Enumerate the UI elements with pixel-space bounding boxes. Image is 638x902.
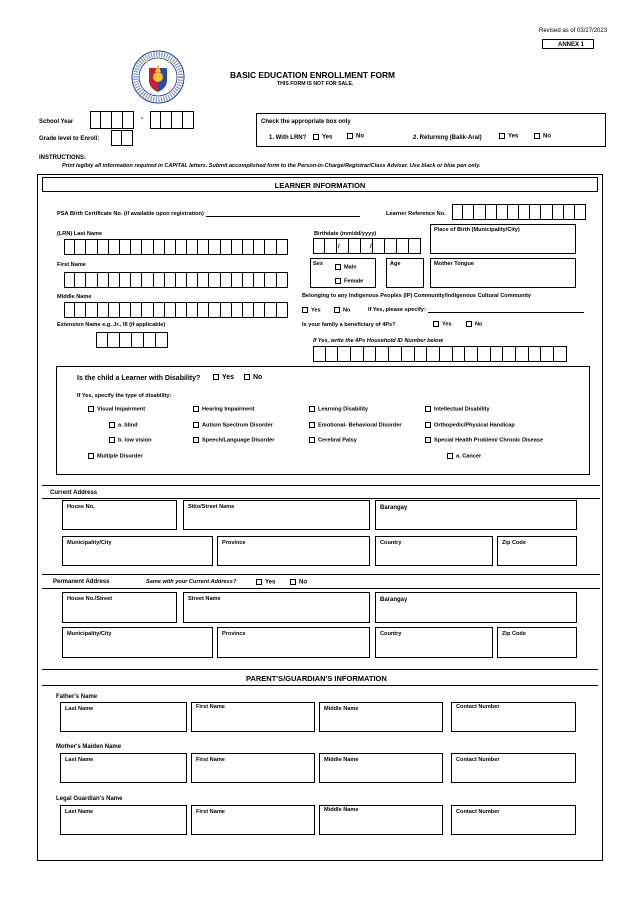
checkbox-icon — [425, 437, 431, 443]
field-label: Last Name — [65, 757, 94, 763]
age-label: Age — [390, 261, 401, 267]
emotional-behavioral-option[interactable] — [309, 422, 402, 429]
checkbox-icon — [447, 453, 453, 459]
extension-boxes[interactable] — [96, 332, 168, 348]
permanent-municipality-field[interactable] — [62, 627, 213, 658]
checkbox-icon — [335, 278, 341, 284]
intellectual-disability-option[interactable] — [425, 406, 490, 413]
field-label: Province — [222, 631, 246, 637]
yes-label: Yes — [442, 321, 452, 328]
no-label: No — [299, 579, 307, 586]
guardian-middle-name-field[interactable] — [319, 805, 443, 835]
permanent-province-field[interactable] — [217, 627, 370, 658]
checkbox-icon — [425, 422, 431, 428]
father-middle-name-field[interactable] — [319, 702, 443, 732]
special-health-option[interactable] — [425, 437, 543, 444]
checkbox-icon — [334, 307, 340, 313]
field-label: Last Name — [65, 809, 94, 815]
field-label: Zip Code — [502, 540, 526, 546]
checkbox-icon — [313, 134, 319, 140]
field-label: Contact Number — [456, 704, 500, 710]
permanent-zip-field[interactable] — [497, 627, 577, 658]
orthopedic-option[interactable] — [425, 422, 515, 429]
extension-label: Extension Name e.g. Jr., III (if applicable) — [57, 322, 166, 328]
revision-date: Revised as of 03/27/2023 — [539, 28, 608, 34]
current-municipality-field[interactable] — [62, 536, 213, 566]
option-label: Learning Disability — [318, 406, 369, 413]
school-year-label: School Year — [39, 119, 74, 125]
birthdate-slash-2: / — [370, 244, 372, 250]
permanent-address-title: Permanent Address — [53, 579, 110, 585]
field-label: Contact Number — [456, 809, 500, 815]
permanent-street-field[interactable] — [183, 592, 370, 623]
multiple-disorder-option[interactable] — [88, 453, 143, 460]
checkbox-icon — [193, 437, 199, 443]
checkbox-icon — [256, 579, 262, 585]
ip-specify-input[interactable] — [428, 312, 584, 313]
mother-tongue-field[interactable] — [430, 258, 576, 288]
lrn-boxes[interactable] — [452, 204, 586, 220]
ip-question: Belonging to any Indigenous Peoples (IP) Community/Indigenous Cultural Community — [302, 293, 532, 299]
no-label: No — [543, 133, 551, 140]
sex-field — [310, 258, 376, 288]
field-label: Barangay — [380, 505, 408, 511]
first-name-boxes[interactable] — [64, 272, 288, 288]
yes-label: Yes — [265, 579, 276, 586]
mother-tongue-label: Mother Tongue — [434, 261, 474, 267]
age-field[interactable] — [386, 258, 424, 288]
checkbox-icon — [425, 406, 431, 412]
father-last-name-field[interactable] — [60, 702, 187, 732]
field-label: Municipality/City — [67, 540, 112, 546]
field-label: Country — [380, 631, 402, 637]
guardian-contact-field[interactable] — [451, 805, 576, 835]
field-label: Barangay — [380, 597, 408, 603]
no-label: No — [356, 133, 364, 140]
middle-name-boxes[interactable] — [64, 302, 288, 318]
checkbox-icon — [244, 374, 250, 380]
current-house-no-field[interactable] — [62, 500, 177, 530]
disability-no-option[interactable] — [244, 374, 262, 381]
field-label: Street Name — [188, 596, 221, 602]
option-label: Hearing Impairment — [202, 406, 255, 413]
deped-seal-logo — [131, 50, 185, 104]
field-label: Middle Name — [324, 807, 359, 813]
field-label: Middle Name — [324, 757, 359, 763]
learner-section-header — [42, 177, 598, 192]
annex-box — [542, 39, 594, 49]
with-lrn-yes[interactable] — [313, 134, 332, 141]
father-name-label: Father's Name — [56, 694, 98, 700]
with-lrn-no[interactable] — [347, 133, 364, 140]
birthdate-label: Birthdate (mm/dd/yyyy) — [314, 231, 377, 237]
returning-yes[interactable] — [499, 133, 518, 140]
form-title: BASIC EDUCATION ENROLLMENT FORM — [230, 70, 396, 80]
option-label: a. blind — [118, 422, 138, 429]
current-street-field[interactable] — [183, 500, 370, 530]
current-address-title: Current Address — [50, 490, 98, 496]
field-label: Province — [222, 540, 246, 546]
checkbox-icon — [335, 264, 341, 270]
field-label: Last Name — [65, 706, 94, 712]
school-year-end-boxes[interactable] — [150, 111, 194, 129]
checkbox-icon — [433, 321, 439, 327]
returning-label: 2. Returning (Balik-Aral) — [413, 135, 482, 141]
guardian-name-label: Legal Guardian's Name — [56, 796, 123, 802]
status-check-box — [256, 113, 606, 147]
current-barangay-field[interactable] — [375, 500, 577, 530]
ip-yes-option[interactable] — [302, 307, 321, 314]
check-box-instruction: Check the appropriate box only — [261, 119, 351, 125]
mother-last-name-field[interactable] — [60, 753, 187, 783]
fourps-question: Is your family a beneficiary of 4Ps? — [302, 322, 396, 328]
fourps-id-label: If Yes, write the 4Ps Household ID Number below — [313, 338, 443, 344]
option-label: Autism Spectrum Disorder — [202, 422, 273, 429]
sex-label: Sex — [313, 261, 323, 267]
mother-first-name-field[interactable] — [191, 753, 315, 783]
instructions-heading: INSTRUCTIONS: — [39, 155, 86, 161]
parents-section-header — [42, 669, 598, 686]
checkbox-icon — [466, 321, 472, 327]
cerebral-palsy-option[interactable] — [309, 437, 357, 444]
field-label: Zip Code — [502, 631, 526, 637]
fourps-id-boxes[interactable] — [313, 346, 567, 362]
parents-section-title: PARENT'S/GUARDIAN'S INFORMATION — [246, 674, 387, 683]
psa-label: PSA Birth Certificate No. (if available upon registration) — [57, 211, 204, 217]
learning-disability-option[interactable] — [309, 406, 368, 413]
lrn-ref-label: Learner Reference No. — [386, 211, 446, 217]
with-lrn-label: 1. With LRN? — [269, 135, 307, 141]
yes-label: Yes — [508, 133, 519, 140]
form-subtitle: THIS FORM IS NOT FOR SALE. — [277, 81, 354, 87]
annex-label: ANNEX 1 — [558, 41, 585, 48]
same-address-no[interactable] — [290, 579, 307, 586]
school-year-dash: - — [141, 115, 144, 122]
checkbox-icon — [109, 437, 115, 443]
speech-language-option[interactable] — [193, 437, 274, 444]
visual-impairment-option[interactable] — [88, 406, 145, 413]
same-address-question: Same with your Current Address? — [146, 579, 237, 585]
current-address-header — [42, 485, 600, 499]
checkbox-icon — [534, 133, 540, 139]
checkbox-icon — [499, 133, 505, 139]
mother-contact-field[interactable] — [451, 753, 576, 783]
hearing-impairment-option[interactable] — [193, 406, 255, 413]
checkbox-icon — [193, 422, 199, 428]
permanent-country-field[interactable] — [375, 627, 493, 658]
permanent-house-no-field[interactable] — [62, 592, 177, 623]
field-label: First Name — [196, 757, 225, 763]
sex-male-option[interactable] — [335, 264, 356, 271]
last-name-label: (LRN) Last Name — [57, 231, 103, 237]
grade-level-boxes[interactable] — [111, 130, 133, 146]
field-label: House No./Street — [67, 596, 113, 602]
field-label: First Name — [196, 704, 225, 710]
mother-middle-name-field[interactable] — [319, 753, 443, 783]
last-name-boxes[interactable] — [64, 239, 288, 255]
checkbox-icon — [309, 422, 315, 428]
ip-specify-label: If Yes, please specify: — [368, 307, 426, 313]
first-name-label: First Name — [57, 262, 86, 268]
option-label: Cerebral Palsy — [318, 437, 357, 444]
father-contact-field[interactable] — [451, 702, 576, 732]
instructions-text: Print legibly all information required in CAPITAL letters. Submit accomplished form to the Person-in-Charge/Registrar/Class Adviser. Use black or blue pen only. — [62, 163, 481, 169]
checkbox-icon — [88, 406, 94, 412]
checkbox-icon — [309, 406, 315, 412]
option-label: a. Cancer — [456, 453, 482, 460]
middle-name-label: Middle Name — [57, 294, 92, 300]
current-country-field[interactable] — [375, 536, 493, 566]
no-label: No — [475, 321, 483, 328]
guardian-last-name-field[interactable] — [60, 805, 187, 835]
checkbox-icon — [302, 307, 308, 313]
field-label: Country — [380, 540, 402, 546]
low-vision-option[interactable] — [109, 437, 152, 444]
current-province-field[interactable] — [217, 536, 370, 566]
current-zip-field[interactable] — [497, 536, 577, 566]
checkbox-icon — [109, 422, 115, 428]
male-label: Male — [344, 264, 357, 271]
checkbox-icon — [193, 406, 199, 412]
no-label: No — [253, 374, 263, 381]
option-label: Speech/Language Disorder — [202, 437, 275, 444]
permanent-barangay-field[interactable] — [375, 592, 577, 623]
option-label: Intellectual Disability — [434, 406, 490, 413]
female-label: Female — [344, 278, 364, 285]
blind-option[interactable] — [109, 422, 138, 429]
birthdate-boxes[interactable] — [313, 238, 421, 254]
grade-level-label: Grade level to Enroll: — [39, 136, 100, 142]
psa-input[interactable] — [206, 216, 360, 217]
sex-female-option[interactable] — [335, 278, 363, 285]
place-of-birth-label: Place of Birth (Municipality/City) — [434, 227, 520, 233]
permanent-address-header — [42, 574, 600, 589]
field-label: First Name — [196, 809, 225, 815]
disability-specify-label: If Yes, specify the type of disability: — [77, 393, 172, 399]
guardian-first-name-field[interactable] — [191, 805, 315, 835]
yes-label: Yes — [222, 374, 235, 381]
option-label: Emotional- Behavioral Disorder — [318, 422, 402, 429]
option-label: Visual Impairment — [97, 406, 146, 413]
option-label: Special Health Problem/ Chronic Disease — [434, 437, 544, 444]
yes-label: Yes — [311, 307, 321, 314]
no-label: No — [343, 307, 351, 314]
mother-name-label: Mother's Maiden Name — [56, 744, 122, 750]
learner-section-title: LEARNER INFORMATION — [274, 181, 366, 190]
returning-no[interactable] — [534, 133, 551, 140]
checkbox-icon — [290, 579, 296, 585]
father-first-name-field[interactable] — [191, 702, 315, 732]
checkbox-icon — [347, 133, 353, 139]
autism-option[interactable] — [193, 422, 273, 429]
school-year-start-boxes[interactable] — [90, 111, 134, 129]
yes-label: Yes — [322, 134, 333, 141]
field-label: Sitio/Street Name — [188, 504, 235, 510]
option-label: Orthopedic/Physical Handicap — [434, 422, 515, 429]
checkbox-icon — [88, 453, 94, 459]
ip-no-option[interactable] — [334, 307, 350, 314]
field-label: Contact Number — [456, 757, 500, 763]
disability-question: Is the child a Learner with Disability? — [77, 375, 201, 382]
option-label: b. low vision — [118, 437, 152, 444]
same-address-yes[interactable] — [256, 579, 275, 586]
disability-yes-option[interactable] — [213, 374, 234, 381]
checkbox-icon — [213, 374, 219, 380]
cancer-option[interactable] — [447, 453, 481, 460]
field-label: Municipality/City — [67, 631, 112, 637]
place-of-birth-field[interactable] — [430, 224, 576, 254]
option-label: Multiple Disorder — [97, 453, 143, 460]
fourps-yes-option[interactable] — [433, 321, 452, 328]
fourps-no-option[interactable] — [466, 321, 482, 328]
field-label: Middle Name — [324, 706, 359, 712]
field-label: House No. — [67, 504, 95, 510]
checkbox-icon — [309, 437, 315, 443]
birthdate-slash-1: / — [338, 244, 340, 250]
